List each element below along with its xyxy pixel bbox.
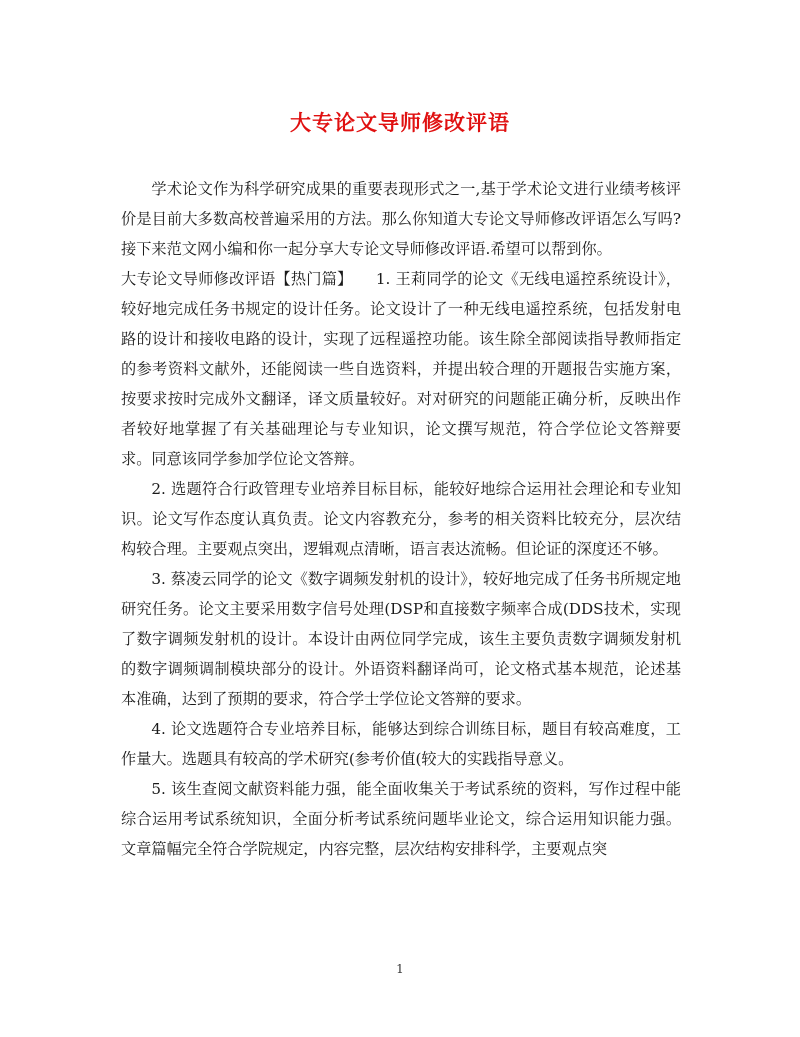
comment-paragraph-3: 3. 蔡凌云同学的论文《数字调频发射机的设计》，较好地完成了任务书所规定地研究任务。论文主要采用数字信号处理(DSP和直接数字频率合成(DDS技术，实现了数字调频发射机的设计。本设计由两位同学完成，该生主要负责数字调频发射机的数字调频调制模块部分的设计。外语资料翻译尚可，论文格式基本规范，论述基本准确，达到了预期的要求，符合学士学位论文答辩的要求。 — [121, 570, 681, 708]
comment-paragraph-4: 4. 论文选题符合专业培养目标，能够达到综合训练目标，题目有较高难度，工作量大。选题具有较高的学术研究(参考价值(较大的实践指导意义。 — [121, 720, 681, 768]
page-number: 1 — [396, 962, 404, 976]
document-body — [121, 174, 681, 864]
comment-paragraph-2: 2. 选题符合行政管理专业培养目标目标，能较好地综合运用社会理论和专业知识。论文写作态度认真负责。论文内容教充分，参考的相关资料比较充分，层次结构较合理。主要观点突出，逻辑观点清晰，语言表达流畅。但论证的深度还不够。 — [121, 480, 681, 558]
intro-paragraph: 学术论文作为科学研究成果的重要表现形式之一,基于学术论文进行业绩考核评价是目前大多数高校普遍采用的方法。那么你知道大专论文导师修改评语怎么写吗?接下来范文网小编和你一起分享大专论文导师修改评语.希望可以帮到你。 — [121, 180, 681, 258]
comment-paragraph-1: 大专论文导师修改评语【热门篇】 1. 王莉同学的论文《无线电遥控系统设计》，较好地完成任务书规定的设计任务。论文设计了一种无线电遥控系统，包括发射电路的设计和接收电路的设计，实现了远程遥控功能。该生除全部阅读指导教师指定的参考资料文献外，还能阅读一些自选资料，并提出较合理的开题报告实施方案，按要求按时完成外文翻译，译文质量较好。对对研究的问题能正确分析，反映出作者较好地掌握了有关基础理论与专业知识，论文撰写规范，符合学位论文答辩要求。同意该同学参加学位论文答辩。 — [121, 270, 681, 468]
document-title: 大专论文导师修改评语 — [290, 110, 510, 135]
comment-paragraph-5: 5. 该生查阅文献资料能力强，能全面收集关于考试系统的资料，写作过程中能综合运用考试系统知识，全面分析考试系统问题毕业论文，综合运用知识能力强。文章篇幅完全符合学院规定，内容完整，层次结构安排科学，主要观点突 — [121, 780, 681, 858]
